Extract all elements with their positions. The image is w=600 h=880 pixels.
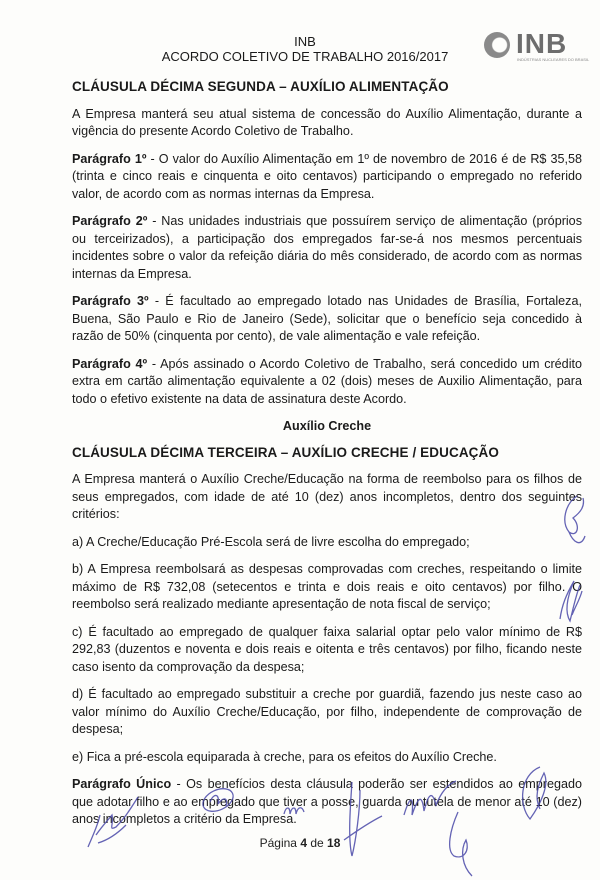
page-total: 18 (327, 836, 341, 850)
paragraph-text: - Após assinado o Acordo Coletivo de Trabalho, será concedido um crédito extra em cartão alimentação equivalente a 02 (dois) meses de Auxilio Alimentação, para todo o efetivo existente na data de assinatura deste Acordo. (72, 356, 582, 406)
logo-ring-icon (484, 32, 510, 58)
paragraph-label: Parágrafo 4º (72, 356, 148, 371)
clause-13-item-c: c) É facultado ao empregado de qualquer faixa salarial optar pelo valor mínimo de R$ 292,83 (duzentos e noventa e dois reais e oitenta e três centavos) por filho, ficando neste caso isento da comprovação da despesa; (72, 624, 582, 674)
clause-13-title: CLÁUSULA DÉCIMA TERCEIRA – AUXÍLIO CRECHE / EDUCAÇÃO (72, 444, 499, 460)
signature-2 (198, 780, 248, 820)
page-current: 4 (300, 836, 307, 850)
paragraph-text: - O valor do Auxílio Alimentação em 1º de novembro de 2016 é de R$ 35,58 (trinta e cinco reais e cinquenta e oito centavos) participando o empregado no referido valor, de acordo com as normas internas da Empresa. (72, 151, 582, 201)
signature-7 (510, 765, 555, 825)
clause-12-intro: A Empresa manterá seu atual sistema de concessão do Auxílio Alimentação, durante a vigência do presente Acordo Coletivo de Trabalho. (72, 106, 582, 138)
page-footer (0, 836, 600, 850)
clause-12-paragraph-1 (72, 151, 582, 204)
signature-3 (280, 800, 310, 820)
signature-margin-2 (550, 575, 590, 625)
section-heading: Auxílio Creche (282, 419, 372, 433)
paragraph-text: - Os benefícios desta cláusula poderão ser estendidos ao empregado que adotar filho e ao empregado que tiver a posse, guarda ou tutela de menor até 10 (dez) anos incompletos a critério da Empresa. (72, 777, 582, 826)
document-header (150, 34, 460, 64)
clause-12-title: CLÁUSULA DÉCIMA SEGUNDA – AUXÍLIO ALIMENTAÇÃO (72, 79, 449, 94)
paragraph-label: Parágrafo 3º (72, 294, 149, 308)
clause-13-unique-paragraph (72, 776, 582, 829)
logo-text: INB (516, 28, 568, 59)
clause-13-item-d: d) É facultado ao empregado substituir a creche por guardiã, fazendo jus neste caso ao valor mínimo do Auxílio Creche/Educação, por filho, independente de comprovação de despesa; (72, 687, 582, 736)
inb-logo (484, 30, 590, 64)
signature-margin-1 (555, 492, 595, 552)
header-org: INB (294, 34, 316, 49)
paragraph-label: Parágrafo Único (72, 777, 172, 791)
clause-13-item-a: a) A Creche/Educação Pré-Escola será de livre escolha do empregado; (72, 534, 470, 549)
paragraph-label: Parágrafo 1º (72, 151, 147, 166)
page-of: de (307, 836, 328, 850)
clause-12-paragraph-4 (72, 356, 582, 409)
paragraph-text: - É facultado ao empregado lotado nas Unidades de Brasília, Fortaleza, Buena, São Paulo e Rio de Janeiro (Sede), solicitar que o benefício seja concedido à razão de 50% (cinquenta por cento), de vale alimentação e vale refeição. (72, 294, 582, 343)
paragraph-text: - Nas unidades industriais que possuírem serviço de alimentação (próprios ou terceirizados), a participação dos empregados far-se-á nos mesmos percentuais incidentes sobre o valor da refeição diária do mês considerado, de acordo com as normas internas da Empresa. (72, 214, 582, 281)
clause-12-paragraph-2 (72, 213, 582, 283)
clause-13-intro: A Empresa manterá o Auxílio Creche/Educação na forma de reembolso para os filhos de seus empregados, com idade de até 10 (dez) anos incompletos, dentro dos seguintes critérios: (72, 472, 582, 521)
paragraph-label: Parágrafo 2º (72, 214, 148, 228)
clause-12-paragraph-3 (72, 293, 582, 346)
logo-subtitle: INDÚSTRIAS NUCLEARES DO BRASIL (517, 57, 590, 62)
header-title: ACORDO COLETIVO DE TRABALHO 2016/2017 (161, 49, 449, 64)
document-body (72, 78, 582, 839)
clause-13-item-e: e) Fica a pré-escola equiparada à creche, para os efeitos do Auxílio Creche. (72, 749, 497, 764)
page-label: Página (259, 836, 301, 850)
clause-13-item-b: b) A Empresa reembolsará as despesas comprovadas com creches, respeitando o limite máximo de R$ 732,08 (setecentos e trinta e dois reais e oito centavos) por filho. O reembolso será realizado mediante apresentação de nota fiscal de serviço; (72, 562, 582, 611)
